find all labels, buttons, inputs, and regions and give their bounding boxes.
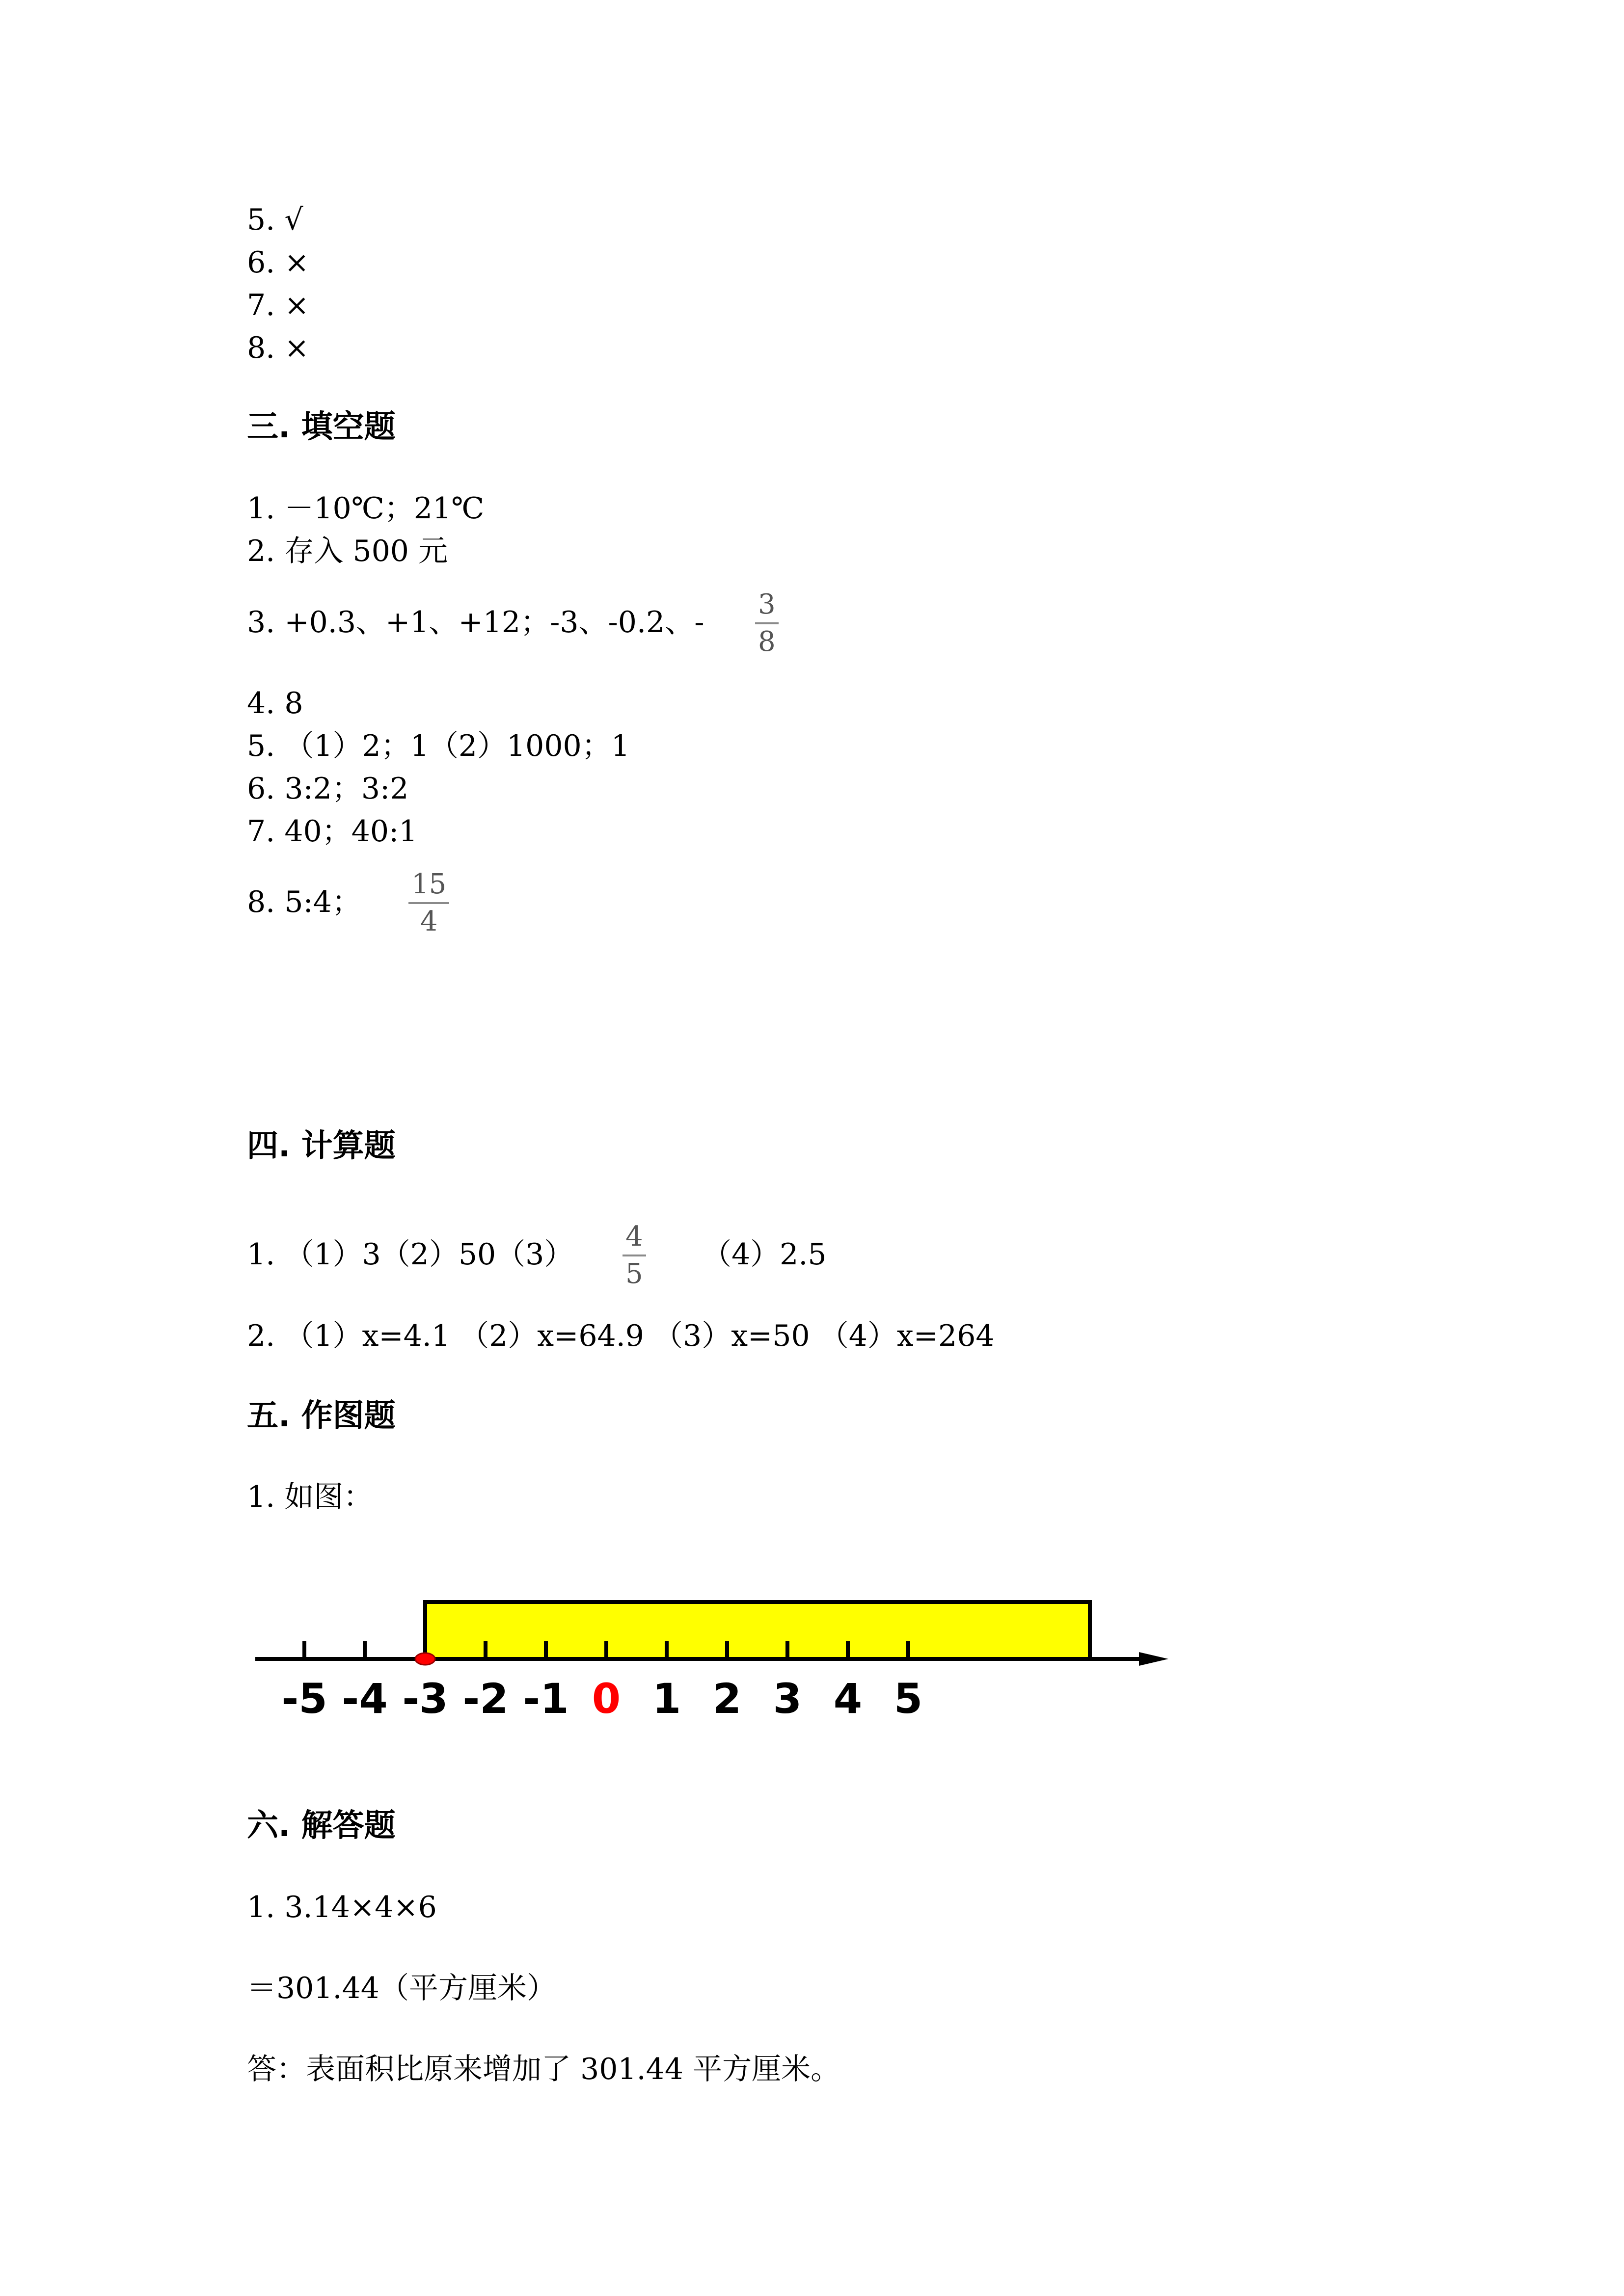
fill-answer-1: 1. －10℃；21℃	[247, 491, 485, 526]
fill-answer-7: 7. 40；40:1	[247, 814, 418, 849]
solution-answer-1-line1: 1. 3.14×4×6	[247, 1890, 437, 1924]
fill-answer-5: 5. （1）2；1（2）1000；1	[247, 729, 630, 763]
fill-answer-8: 8. 5:4；	[247, 885, 361, 919]
judgement-answer-6: 6. ×	[247, 245, 309, 280]
number-line-label: -3	[402, 1675, 448, 1723]
number-line-label: 0	[592, 1675, 621, 1723]
number-line-figure	[245, 1580, 1178, 1737]
number-line-labels	[281, 1675, 922, 1723]
number-line-label: -5	[281, 1675, 327, 1723]
fraction-four-fifths	[623, 1221, 646, 1290]
number-line-label: -2	[462, 1675, 509, 1723]
judgement-answer-7: 7. ×	[247, 288, 309, 322]
number-line-arrowhead	[1139, 1652, 1168, 1666]
calc-answer-1-suffix: （4）2.5	[702, 1237, 827, 1272]
solution-answer-1-conclusion: 答：表面积比原来增加了 301.44 平方厘米。	[247, 2052, 840, 2086]
section-3-title: 三. 填空题	[247, 409, 396, 445]
fraction-denominator: 5	[625, 1258, 643, 1290]
fraction-numerator: 3	[758, 588, 776, 620]
fraction-numerator: 15	[411, 868, 447, 900]
calc-answer-2: 2. （1）x=4.1 （2）x=64.9 （3）x=50 （4）x=264	[247, 1319, 995, 1353]
fraction-bar	[755, 622, 779, 624]
number-line-label: 4	[833, 1675, 863, 1723]
fraction-numerator: 4	[625, 1221, 643, 1253]
judgement-answer-8: 8. ×	[247, 331, 309, 365]
fraction-denominator: 4	[420, 906, 438, 937]
section-5-title: 五. 作图题	[247, 1398, 396, 1434]
number-line-label: -1	[523, 1675, 569, 1723]
fill-answer-2: 2. 存入 500 元	[247, 534, 448, 568]
section-6-title: 六. 解答题	[247, 1808, 396, 1844]
number-line-label: 2	[712, 1675, 742, 1723]
calc-answer-1-prefix: 1. （1）3（2）50（3）	[247, 1237, 574, 1272]
number-line-label: -4	[342, 1675, 388, 1723]
fraction-three-eighths	[755, 589, 779, 658]
number-line-label: 5	[893, 1675, 923, 1723]
drawing-answer-1: 1. 如图：	[247, 1480, 373, 1514]
fill-answer-3: 3. +0.3、+1、+12；-3、-0.2、-	[247, 605, 704, 640]
fraction-denominator: 8	[758, 626, 776, 658]
fraction-bar	[623, 1255, 646, 1256]
number-line-label: 3	[773, 1675, 802, 1723]
fill-answer-6: 6. 3:2；3:2	[247, 772, 409, 806]
solution-region-fill	[425, 1602, 1090, 1659]
fill-answer-4: 4. 8	[247, 686, 303, 721]
start-point-dot	[415, 1653, 435, 1665]
fraction-bar	[408, 902, 449, 904]
number-line-label: 1	[652, 1675, 681, 1723]
judgement-answer-5: 5. √	[247, 203, 303, 237]
solution-answer-1-line2: ＝301.44（平方厘米）	[247, 1971, 556, 2005]
fraction-fifteen-fourths	[408, 869, 449, 937]
calc-answer-1	[247, 1236, 573, 1273]
section-4-title: 四. 计算题	[247, 1128, 396, 1164]
